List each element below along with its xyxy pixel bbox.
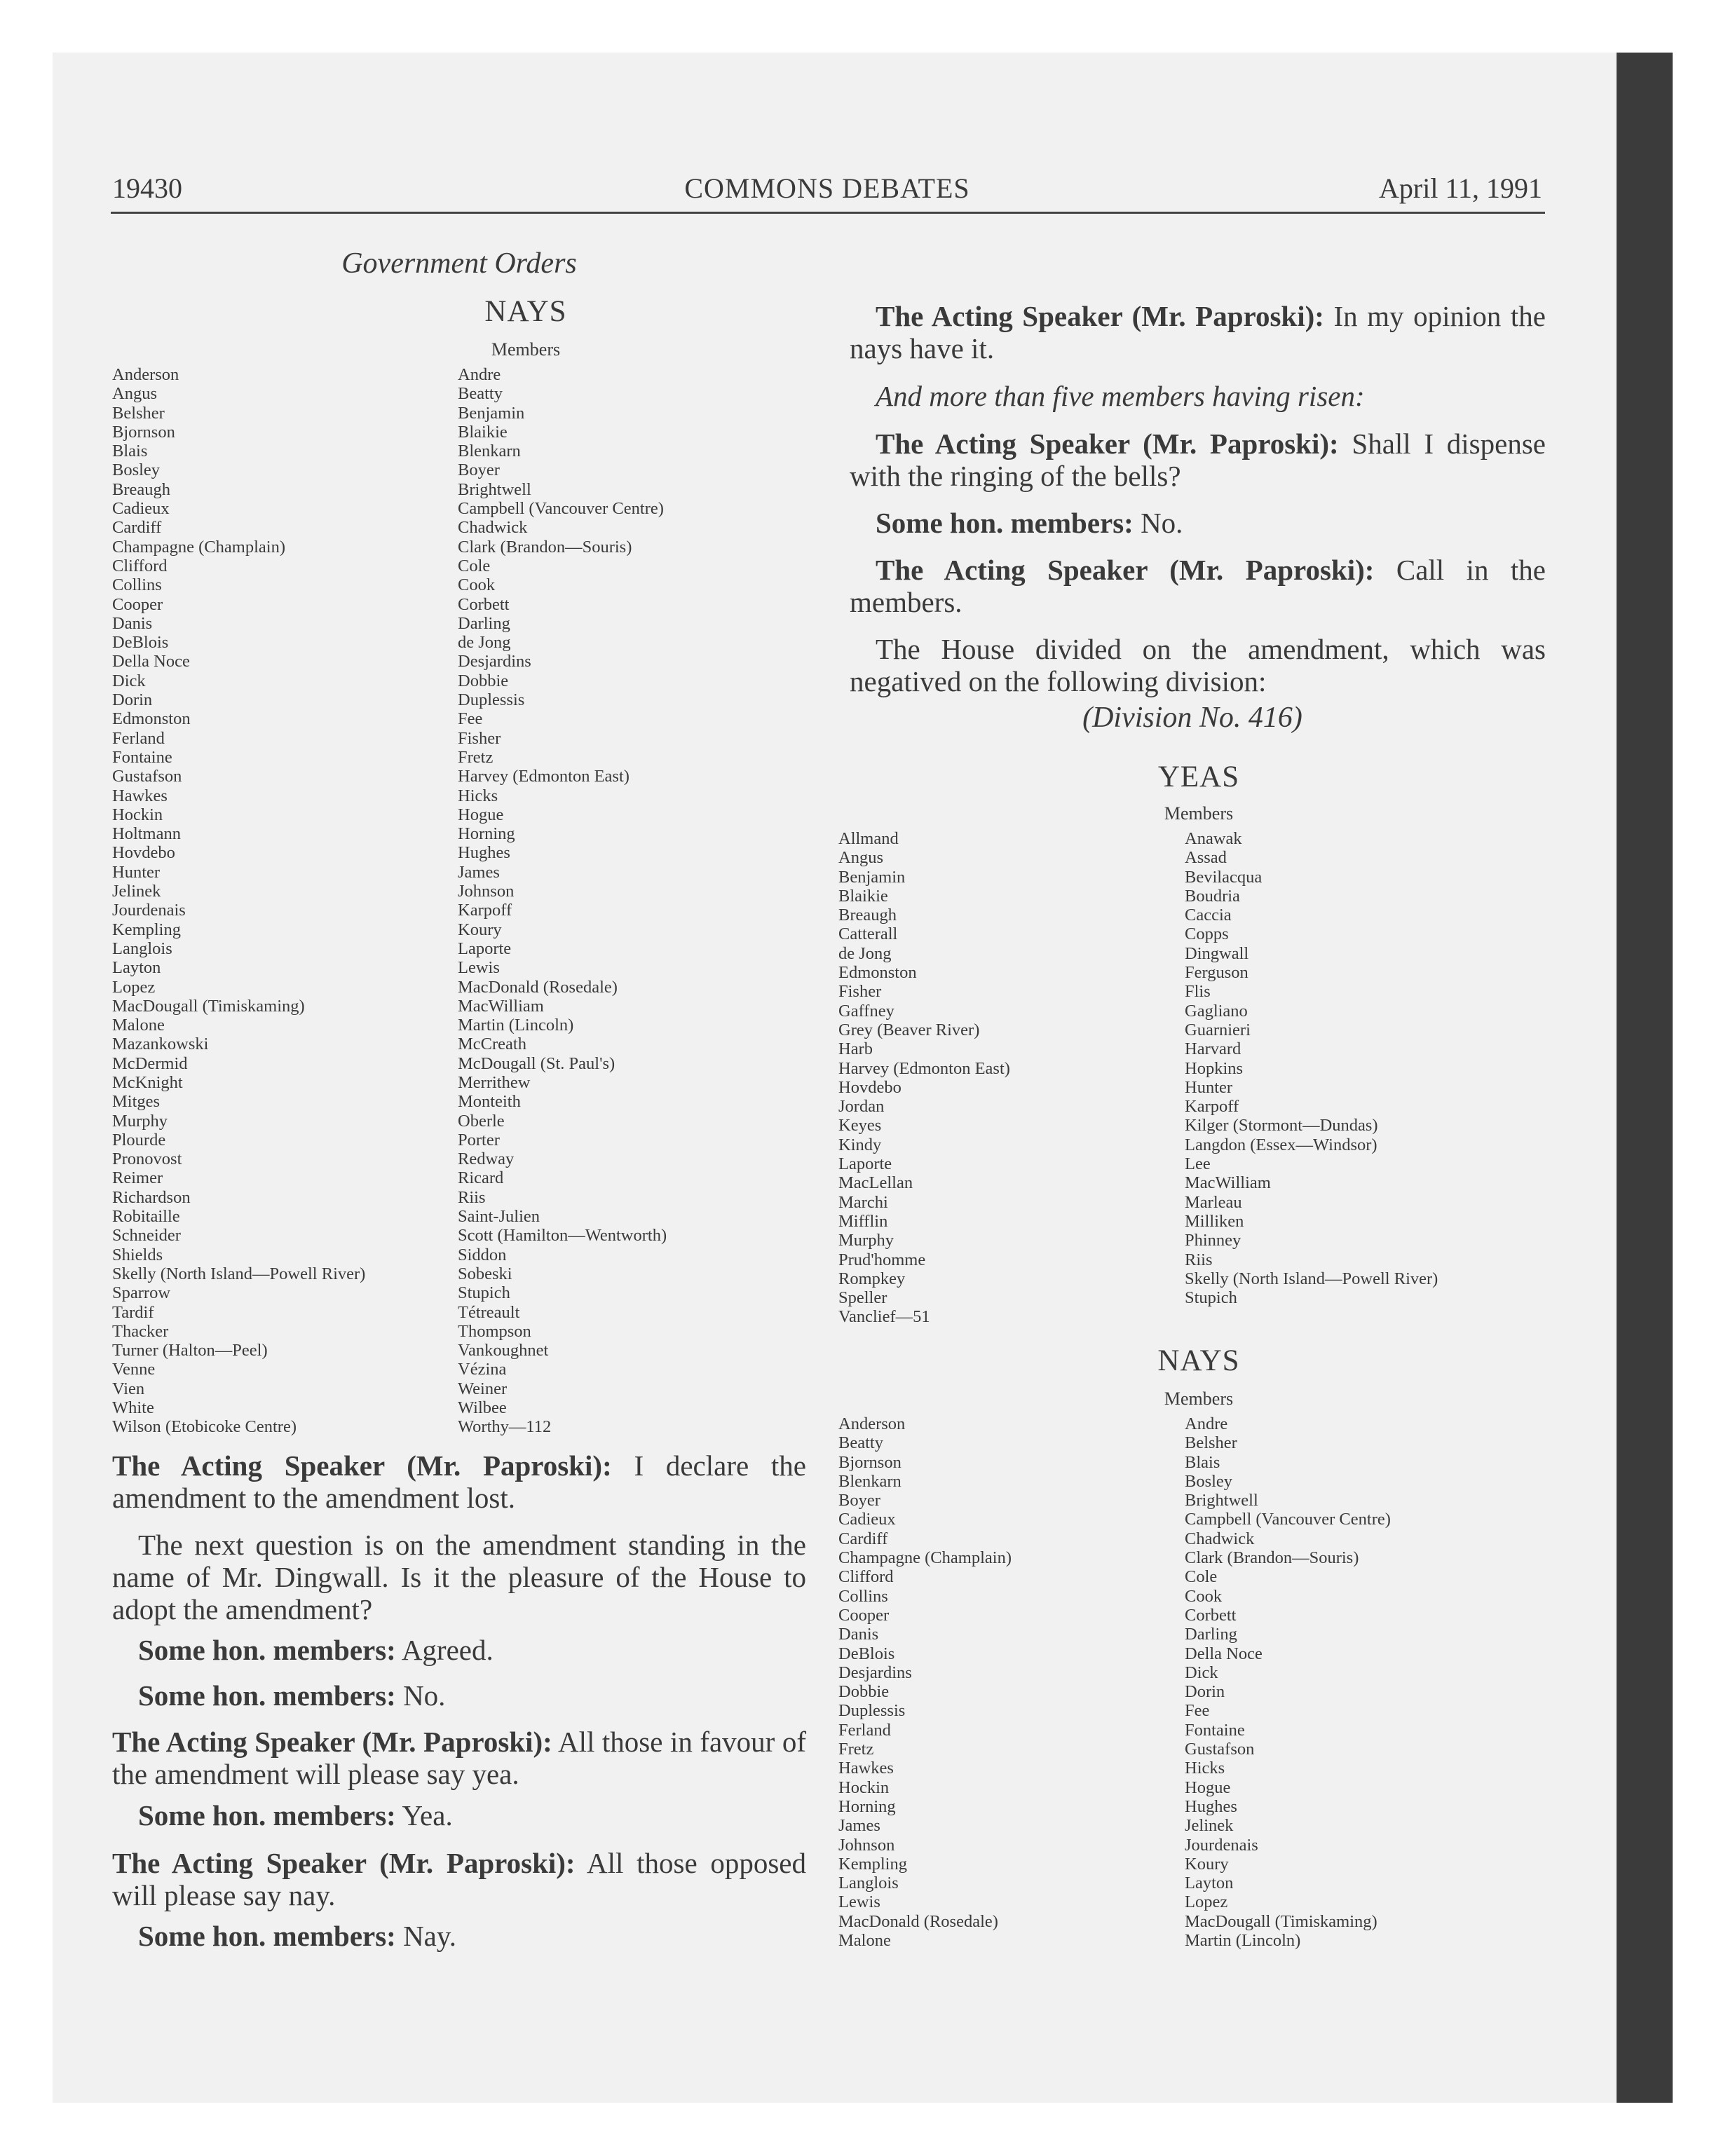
member-name: Breaugh — [838, 906, 897, 925]
right-para-3 — [850, 428, 1546, 492]
member-name: Lewis — [458, 958, 500, 978]
member-name: Rompkey — [838, 1269, 906, 1288]
member-name: Hogue — [1185, 1778, 1231, 1797]
member-name: Kempling — [838, 1854, 907, 1874]
member-name: Prud'homme — [838, 1250, 926, 1269]
member-name: Jelinek — [1185, 1816, 1234, 1836]
member-name: Merrithew — [458, 1072, 531, 1092]
publication-date: April 11, 1991 — [1379, 172, 1542, 204]
member-name: Blais — [112, 442, 148, 461]
member-name: Andre — [458, 365, 501, 384]
member-name: Dick — [112, 671, 146, 690]
left-para-2 — [112, 1529, 806, 1625]
member-name: Hockin — [112, 805, 163, 824]
member-name: Belsher — [112, 403, 165, 423]
member-name: Blaikie — [458, 422, 508, 442]
member-name: Harvey (Edmonton East) — [458, 767, 630, 786]
member-name: Stupich — [1185, 1288, 1237, 1308]
member-name: Champagne (Champlain) — [112, 537, 285, 557]
right-yeas-column-2 — [1185, 829, 1438, 1307]
speech-text: All those in favour of the amendment will please say yea. — [112, 1726, 806, 1790]
member-name: Malone — [838, 1931, 891, 1951]
speech-text: Agreed. — [395, 1634, 494, 1666]
speaker-name: The Acting Speaker (Mr. Paproski): — [112, 1726, 552, 1758]
speaker-name: The Acting Speaker (Mr. Paproski): — [112, 1847, 576, 1879]
member-name: MacWilliam — [1185, 1173, 1271, 1193]
member-name: Reimer — [112, 1168, 163, 1188]
member-name: Benjamin — [458, 403, 525, 423]
speech-text: No. — [395, 1679, 446, 1712]
member-name: Della Noce — [1185, 1644, 1263, 1663]
member-name: de Jong — [838, 943, 892, 963]
member-name: Fontaine — [1185, 1720, 1245, 1740]
member-name: Hunter — [112, 862, 161, 882]
member-name: Skelly (North Island—Powell River) — [112, 1264, 366, 1283]
member-name: Weiner — [458, 1379, 508, 1398]
member-name: Kempling — [112, 920, 181, 939]
member-name: Lopez — [112, 977, 156, 997]
member-name: Jelinek — [112, 882, 161, 901]
member-name: Laporte — [838, 1154, 892, 1174]
member-name: Holtmann — [112, 824, 181, 844]
member-name: DeBlois — [838, 1644, 895, 1663]
member-name: Guarnieri — [1185, 1020, 1251, 1039]
member-name: Gustafson — [1185, 1740, 1255, 1759]
member-name: Koury — [1185, 1854, 1229, 1874]
member-name: James — [458, 862, 500, 882]
member-name: Horning — [838, 1796, 896, 1816]
member-name: Riis — [458, 1187, 486, 1207]
speech-text: And more than five members having risen: — [876, 380, 1365, 412]
member-name: Saint-Julien — [458, 1207, 540, 1227]
right-para-4 — [850, 507, 1546, 539]
division-title: (Division No. 416) — [1082, 702, 1302, 734]
member-name: Robitaille — [112, 1207, 180, 1227]
member-name: Blais — [1185, 1452, 1220, 1472]
speaker-name: Some hon. members: — [138, 1799, 396, 1831]
member-name: Clark (Brandon—Souris) — [1185, 1548, 1359, 1568]
speech-text: All those opposed will please say nay. — [112, 1847, 806, 1911]
member-name: Dick — [1185, 1663, 1218, 1682]
right-nays-members-label: Members — [1164, 1389, 1234, 1409]
speaker-name: Some hon. members: — [876, 507, 1134, 539]
member-name: Grey (Beaver River) — [838, 1020, 980, 1039]
member-name: Layton — [1185, 1874, 1234, 1893]
left-para-5 — [112, 1726, 806, 1790]
speech-text: The House divided on the amendment, which was negatived on the following division: — [850, 633, 1546, 697]
member-name: Thompson — [458, 1321, 531, 1341]
member-name: Campbell (Vancouver Centre) — [1185, 1510, 1391, 1529]
member-name: Kilger (Stormont—Dundas) — [1185, 1116, 1378, 1135]
member-name: Scott (Hamilton—Wentworth) — [458, 1226, 667, 1246]
member-name: Breaugh — [112, 479, 170, 499]
member-name: Desjardins — [838, 1663, 912, 1682]
member-name: Blenkarn — [838, 1471, 901, 1491]
publication-title: COMMONS DEBATES — [684, 172, 970, 204]
speech-text: I declare the amendment to the amendment lost. — [112, 1449, 807, 1514]
member-name: Corbett — [1185, 1605, 1237, 1625]
member-name: Hockin — [838, 1778, 890, 1797]
member-name: Belsher — [1185, 1433, 1237, 1453]
left-nays-members-label: Members — [491, 339, 561, 360]
member-name: Copps — [1185, 925, 1229, 944]
member-name: Blenkarn — [458, 442, 521, 461]
member-name: Hogue — [458, 805, 504, 824]
speech-text: In my opinion the nays have it. — [850, 300, 1546, 364]
member-name: Johnson — [838, 1835, 895, 1855]
left-para-4 — [112, 1679, 806, 1712]
speaker-name: Some hon. members: — [138, 1679, 396, 1712]
speaker-name: The Acting Speaker (Mr. Paproski): — [876, 554, 1375, 586]
member-name: Bosley — [112, 460, 161, 480]
member-name: Cadieux — [838, 1510, 896, 1529]
member-name: Darling — [458, 613, 510, 633]
member-name: Harvard — [1185, 1039, 1241, 1059]
member-name: Cardiff — [838, 1529, 888, 1548]
member-name: Marchi — [838, 1192, 888, 1212]
member-name: Mitges — [112, 1092, 161, 1112]
member-name: Boudria — [1185, 886, 1240, 906]
member-name: Koury — [458, 920, 502, 939]
member-name: Cardiff — [112, 518, 162, 538]
member-name: Dingwall — [1185, 943, 1249, 963]
member-name: McKnight — [112, 1072, 183, 1092]
member-name: Cooper — [112, 594, 163, 614]
member-name: DeBlois — [112, 633, 169, 653]
member-name: McDougall (St. Paul's) — [458, 1053, 615, 1073]
member-name: Pronovost — [112, 1149, 182, 1169]
member-name: Corbett — [458, 594, 510, 614]
header-rule — [111, 212, 1545, 214]
member-name: Vien — [112, 1379, 145, 1398]
member-name: Harb — [838, 1039, 873, 1059]
member-name: Dobbie — [458, 671, 509, 690]
speech-text: Call in the members. — [850, 554, 1546, 618]
member-name: Duplessis — [458, 690, 525, 710]
member-name: Layton — [112, 958, 161, 978]
member-name: Blaikie — [838, 886, 888, 906]
member-name: Dobbie — [838, 1682, 890, 1702]
member-name: Vézina — [458, 1360, 507, 1379]
member-name: Allmand — [838, 829, 899, 848]
member-name: Martin (Lincoln) — [458, 1016, 574, 1035]
member-name: Edmonston — [838, 963, 917, 983]
member-name: Phinney — [1185, 1231, 1241, 1250]
member-name: Beatty — [838, 1433, 883, 1453]
member-name: Andre — [1185, 1414, 1228, 1433]
member-name: Lee — [1185, 1154, 1211, 1174]
member-name: Bjornson — [112, 422, 175, 442]
member-name: Kindy — [838, 1135, 882, 1154]
member-name: Cole — [458, 556, 491, 575]
member-name: Bosley — [1185, 1471, 1233, 1491]
member-name: MacWilliam — [458, 996, 544, 1016]
member-name: Monteith — [458, 1092, 521, 1112]
member-name: Wilbee — [458, 1398, 507, 1418]
member-name: Beatty — [458, 384, 503, 404]
member-name: Skelly (North Island—Powell River) — [1185, 1269, 1438, 1288]
member-name: Martin (Lincoln) — [1185, 1931, 1301, 1951]
right-yeas-heading: YEAS — [1157, 760, 1240, 793]
member-name: Horning — [458, 824, 515, 844]
member-name: Tétreault — [458, 1302, 520, 1322]
member-name: Cadieux — [112, 499, 170, 519]
member-name: Ferguson — [1185, 963, 1248, 983]
member-name: Collins — [112, 575, 162, 595]
member-name: MacDonald (Rosedale) — [458, 977, 618, 997]
left-nays-column-2 — [458, 365, 667, 1437]
member-name: Johnson — [458, 882, 515, 901]
member-name: Hopkins — [1185, 1058, 1244, 1078]
member-name: Vankoughnet — [458, 1341, 549, 1360]
member-name: Sparrow — [112, 1283, 171, 1303]
member-name: Angus — [838, 848, 883, 868]
member-name: Gustafson — [112, 767, 182, 786]
member-name: Fontaine — [112, 747, 172, 767]
member-name: MacDougall (Timiskaming) — [1185, 1911, 1377, 1931]
speech-text: Shall I dispense with the ringing of the bells? — [850, 428, 1546, 492]
speaker-name: Some hon. members: — [138, 1920, 396, 1952]
member-name: Angus — [112, 384, 157, 404]
member-name: McDermid — [112, 1053, 188, 1073]
member-name: Schneider — [112, 1226, 181, 1246]
member-name: Fretz — [458, 747, 494, 767]
member-name: Della Noce — [112, 652, 190, 671]
member-name: Clark (Brandon—Souris) — [458, 537, 632, 557]
member-name: Lopez — [1185, 1892, 1228, 1912]
member-name: Wilson (Etobicoke Centre) — [112, 1417, 297, 1437]
member-name: Ferland — [838, 1720, 891, 1740]
right-yeas-members-label: Members — [1164, 803, 1234, 824]
member-name: Dorin — [1185, 1682, 1225, 1702]
member-name: Shields — [112, 1245, 163, 1264]
member-name: Langdon (Essex—Windsor) — [1185, 1135, 1377, 1154]
member-name: MacDonald (Rosedale) — [838, 1911, 998, 1931]
member-name: Anderson — [838, 1414, 906, 1433]
member-name: de Jong — [458, 633, 511, 653]
member-name: Thacker — [112, 1321, 169, 1341]
member-name: Worthy—112 — [458, 1417, 552, 1437]
member-name: Mazankowski — [112, 1035, 209, 1054]
member-name: Brightwell — [458, 479, 531, 499]
left-para-7 — [112, 1847, 806, 1911]
member-name: Sobeski — [458, 1264, 512, 1283]
member-name: Bevilacqua — [1185, 867, 1263, 887]
member-name: Jourdenais — [112, 901, 186, 920]
speech-text: Yea. — [395, 1799, 453, 1831]
member-name: Cook — [458, 575, 496, 595]
member-name: Fee — [1185, 1701, 1210, 1721]
member-name: Assad — [1185, 848, 1227, 868]
member-name: Murphy — [112, 1111, 168, 1131]
member-name: Duplessis — [838, 1701, 906, 1721]
member-name: Clifford — [112, 556, 168, 575]
section-title: Government Orders — [341, 247, 577, 280]
member-name: Bjornson — [838, 1452, 901, 1472]
member-name: Malone — [112, 1016, 165, 1035]
speech-text: No. — [1133, 507, 1183, 539]
page-header — [112, 172, 1542, 214]
member-name: Porter — [458, 1130, 500, 1149]
member-name: Cooper — [838, 1605, 890, 1625]
member-name: Hovdebo — [112, 843, 175, 863]
member-name: Brightwell — [1185, 1491, 1258, 1510]
member-name: Edmonston — [112, 709, 191, 729]
member-name: Fisher — [838, 982, 882, 1002]
member-name: Fretz — [838, 1740, 874, 1759]
member-name: Keyes — [838, 1116, 882, 1135]
member-name: Champagne (Champlain) — [838, 1548, 1012, 1568]
right-para-1 — [850, 300, 1546, 364]
member-name: Mifflin — [838, 1211, 888, 1231]
member-name: Hawkes — [838, 1759, 894, 1778]
member-name: Karpoff — [458, 901, 512, 920]
member-name: Campbell (Vancouver Centre) — [458, 499, 664, 519]
speaker-name: The Acting Speaker (Mr. Paproski): — [876, 428, 1339, 460]
member-name: Riis — [1185, 1250, 1213, 1269]
member-name: Dorin — [112, 690, 153, 710]
member-name: Flis — [1185, 982, 1211, 1002]
member-name: Gaffney — [838, 1001, 894, 1021]
member-name: Clifford — [838, 1567, 894, 1587]
right-nays-column-2 — [1185, 1414, 1391, 1950]
member-name: Stupich — [458, 1283, 510, 1303]
member-name: Marleau — [1185, 1192, 1242, 1212]
member-name: Turner (Halton—Peel) — [112, 1341, 268, 1360]
member-name: Richardson — [112, 1187, 191, 1207]
member-name: MacDougall (Timiskaming) — [112, 996, 305, 1016]
member-name: Desjardins — [458, 652, 531, 671]
member-name: Jordan — [838, 1097, 885, 1117]
member-name: Hovdebo — [838, 1077, 901, 1097]
member-name: Cole — [1185, 1567, 1218, 1587]
member-name: Karpoff — [1185, 1097, 1239, 1117]
member-name: Tardif — [112, 1302, 154, 1322]
speaker-name: The Acting Speaker (Mr. Paproski): — [112, 1449, 612, 1482]
member-name: Speller — [838, 1288, 887, 1308]
member-name: Hughes — [1185, 1796, 1237, 1816]
member-name: Collins — [838, 1586, 888, 1606]
member-name: Chadwick — [458, 518, 528, 538]
member-name: Redway — [458, 1149, 515, 1169]
member-name: Langlois — [838, 1874, 899, 1893]
member-name: Fisher — [458, 728, 501, 748]
member-name: Jourdenais — [1185, 1835, 1258, 1855]
member-name: Laporte — [458, 939, 512, 958]
member-name: Benjamin — [838, 867, 906, 887]
member-name: Plourde — [112, 1130, 166, 1149]
page-number: 19430 — [112, 172, 182, 204]
speaker-name: The Acting Speaker (Mr. Paproski): — [876, 300, 1324, 332]
right-para-2 — [850, 380, 1546, 412]
member-name: Ferland — [112, 728, 165, 748]
member-name: MacLellan — [838, 1173, 913, 1193]
right-para-6 — [850, 633, 1546, 697]
member-name: Darling — [1185, 1625, 1237, 1644]
left-nays-heading: NAYS — [484, 295, 567, 328]
right-nays-heading: NAYS — [1157, 1344, 1240, 1377]
member-name: Danis — [838, 1625, 879, 1644]
member-name: Lewis — [838, 1892, 880, 1912]
member-name: Siddon — [458, 1245, 507, 1264]
member-name: Hughes — [458, 843, 510, 863]
member-name: Murphy — [838, 1231, 894, 1250]
speech-text: Nay. — [395, 1920, 456, 1952]
left-para-1 — [112, 1449, 806, 1514]
member-name: Gagliano — [1185, 1001, 1248, 1021]
member-name: Vanclief—51 — [838, 1307, 930, 1327]
member-name: Catterall — [838, 925, 898, 944]
member-name: Caccia — [1185, 906, 1232, 925]
left-nays-column-1 — [112, 365, 365, 1437]
member-name: Hicks — [1185, 1759, 1225, 1778]
speech-text: The next question is on the amendment standing in the name of Mr. Dingwall. Is it the pleasure of the House to adopt the amendment? — [112, 1529, 806, 1625]
right-yeas-column-1 — [838, 829, 1010, 1327]
member-name: Fee — [458, 709, 483, 729]
speaker-name: Some hon. members: — [138, 1634, 396, 1666]
member-name: McCreath — [458, 1035, 526, 1054]
member-name: Cook — [1185, 1586, 1223, 1606]
member-name: Danis — [112, 613, 153, 633]
member-name: Venne — [112, 1360, 156, 1379]
member-name: Hicks — [458, 786, 498, 805]
right-nays-column-1 — [838, 1414, 1012, 1950]
member-name: Ricard — [458, 1168, 504, 1188]
member-name: Anderson — [112, 365, 179, 384]
member-name: Boyer — [838, 1491, 880, 1510]
member-name: Harvey (Edmonton East) — [838, 1058, 1010, 1078]
member-name: Milliken — [1185, 1211, 1244, 1231]
member-name: Anawak — [1185, 829, 1242, 848]
member-name: Hunter — [1185, 1077, 1233, 1097]
member-name: Chadwick — [1185, 1529, 1255, 1548]
left-para-6 — [112, 1799, 806, 1831]
member-name: Hawkes — [112, 786, 168, 805]
member-name: Langlois — [112, 939, 172, 958]
member-name: Boyer — [458, 460, 500, 480]
member-name: James — [838, 1816, 880, 1836]
member-name: White — [112, 1398, 154, 1418]
member-name: Oberle — [458, 1111, 505, 1131]
left-para-3 — [112, 1634, 806, 1666]
left-para-8 — [112, 1920, 806, 1952]
scan-edge-bar — [1617, 53, 1673, 2103]
right-para-5 — [850, 554, 1546, 618]
